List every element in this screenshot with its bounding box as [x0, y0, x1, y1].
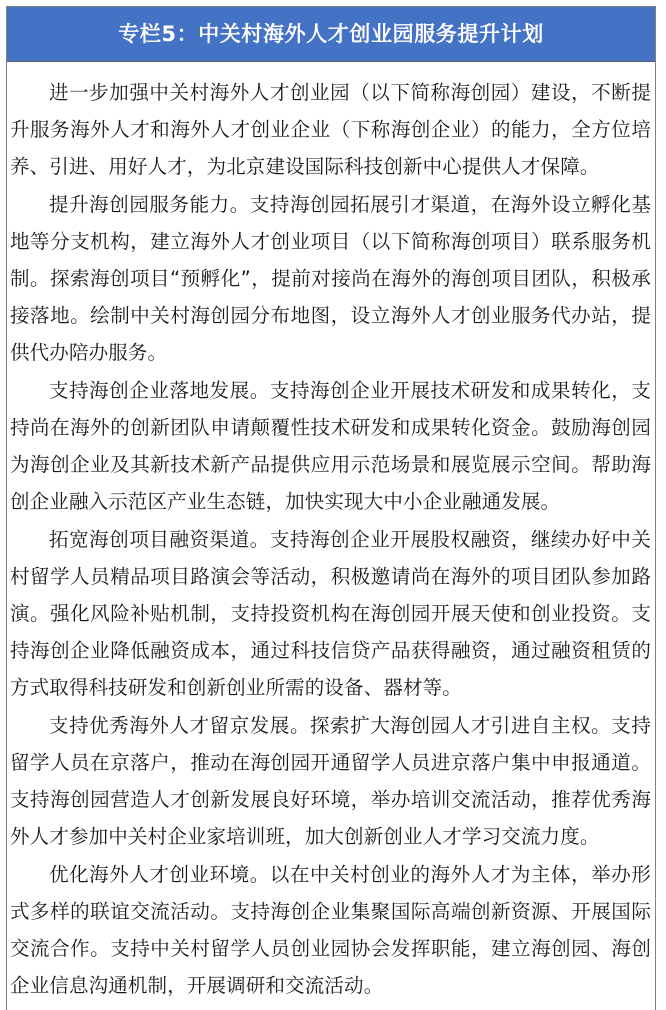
- callout-box: [6, 6, 656, 1010]
- page-title: 专栏5：中关村海外人才创业园服务提升计划: [118, 21, 544, 46]
- body-paragraph: 提升海创园服务能力。支持海创园拓展引才渠道，在海外设立孵化基地等分支机构，建立海外人才创业项目（以下简称海创项目）联系服务机制。探索海创项目“预孵化”，提前对接尚在海外的海创项目团队，积极承接落地。绘制中关村海创园分布地图，设立海外人才创业服务代办站，提供代办陪办服务。: [10, 193, 651, 364]
- body-paragraph: 进一步加强中关村海外人才创业园（以下简称海创园）建设，不断提升服务海外人才和海外人才创业企业（下称海创企业）的能力，全方位培养、引进、用好人才，为北京建设国际科技创新中心提供人才保障。: [10, 81, 651, 178]
- body-paragraph: 支持海创企业落地发展。支持海创企业开展技术研发和成果转化，支持尚在海外的创新团队申请颠覆性技术研发和成果转化资金。鼓励海创园为海创企业及其新技术新产品提供应用示范场景和展览展示空间。帮助海创企业融入示范区产业生态链，加快实现大中小企业融通发展。: [10, 379, 651, 513]
- callout-body: [7, 62, 655, 1010]
- body-paragraph: 优化海外人才创业环境。以在中关村创业的海外人才为主体，举办形式多样的联谊交流活动。支持海创企业集聚国际高端创新资源、开展国际交流合作。支持中关村留学人员创业园协会发挥职能，建立海创园、海创企业信息沟通机制，开展调研和交流活动。: [10, 863, 651, 997]
- callout-header: [7, 7, 655, 62]
- body-paragraph: 拓宽海创项目融资渠道。支持海创企业开展股权融资，继续办好中关村留学人员精品项目路演会等活动，积极邀请尚在海外的项目团队参加路演。强化风险补贴机制，支持投资机构在海创园开展天使和创业投资。支持海创企业降低融资成本，通过科技信贷产品获得融资，通过融资租赁的方式取得科技研发和创新创业所需的设备、器材等。: [10, 528, 651, 699]
- body-paragraph: 支持优秀海外人才留京发展。探索扩大海创园人才引进自主权。支持留学人员在京落户，推动在海创园开通留学人员进京落户集中申报通道。支持海创园营造人才创新发展良好环境，举办培训交流活动，推荐优秀海外人才参加中关村企业家培训班，加大创新创业人才学习交流力度。: [10, 714, 651, 848]
